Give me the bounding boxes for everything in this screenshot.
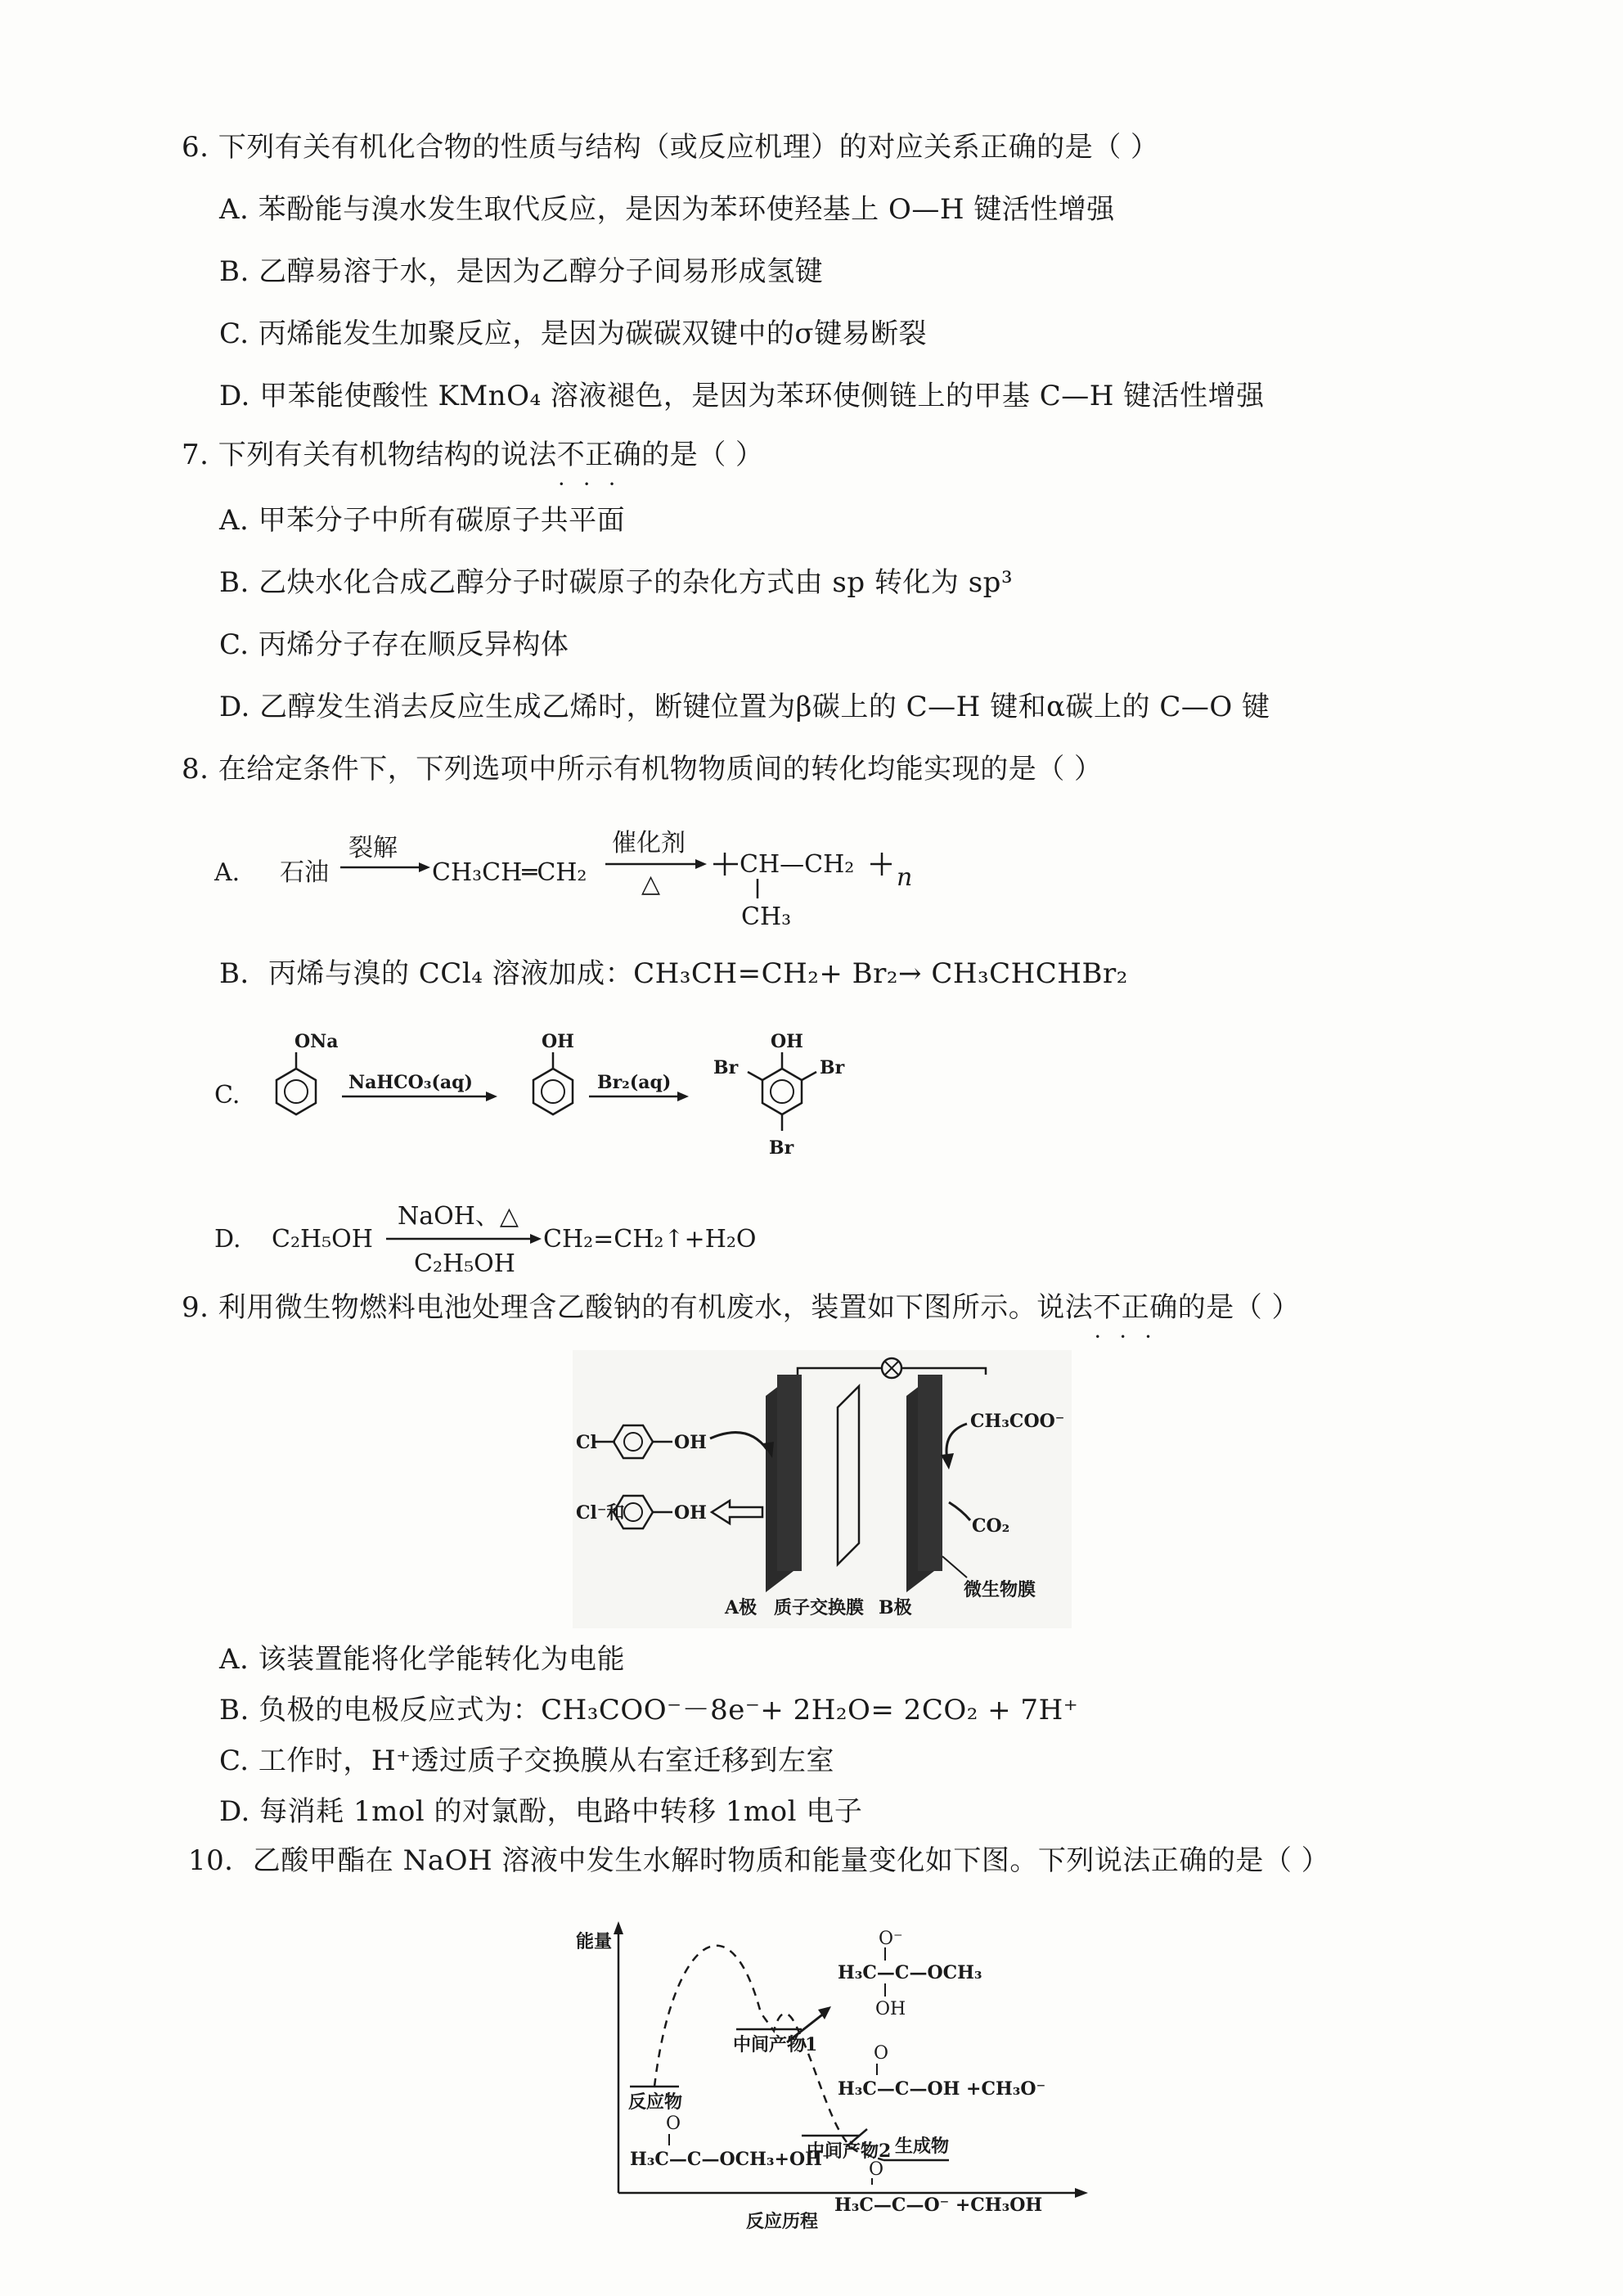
q8-d-label: D. <box>214 1225 241 1254</box>
q8-c-phenoxide-aromatic <box>285 1080 308 1103</box>
q9-electrode-a <box>777 1375 802 1571</box>
q9-chlorophenol-oh: OH <box>674 1432 707 1453</box>
q8-c-phenol-aromatic <box>542 1080 564 1103</box>
q9-products-cl-and: Cl⁻和 <box>576 1502 625 1524</box>
q9-stem-emphasis: 不正确 • • • <box>1093 1291 1178 1324</box>
q8-a-heat: △ <box>641 870 661 898</box>
q10-intermediate1-oh: OH <box>875 1999 906 2019</box>
q9-stem-post: 的是（ ） <box>1177 1291 1301 1324</box>
q8-option-c-scheme <box>205 1021 908 1185</box>
q8-c-arrow2-label: Br₂(aq) <box>597 1072 672 1093</box>
q9-membrane-label: 质子交换膜 <box>774 1597 865 1618</box>
q6-option-c: C. 丙烯能发生加聚反应，是因为碳碳双键中的σ键易断裂 <box>219 317 928 350</box>
q8-a-repeat-unit: CH—CH₂ <box>740 850 855 879</box>
q8-c-br-right: Br <box>820 1057 845 1078</box>
q8-c-phenol-ring <box>533 1069 573 1114</box>
q8-a-arrow2-head <box>695 859 707 869</box>
q10-intermediate2-carbonyl-o: O <box>874 2043 889 2064</box>
q9-fuel-cell-diagram <box>573 1350 1072 1628</box>
q8-c-phenol-oh: OH <box>542 1031 574 1052</box>
q8-a-catalyst: 催化剂 <box>612 829 686 858</box>
q7-stem-emphasis: 不正确 • • • <box>557 439 642 471</box>
q8-c-br-right-bond <box>802 1072 816 1080</box>
q8-a-arrow1-label: 裂解 <box>348 834 398 862</box>
q9-option-b: B. 负极的电极反应式为：CH₃COO⁻－8e⁻+ 2H₂O= 2CO₂ + 7H⁺ <box>219 1694 1079 1727</box>
q9-option-d: D. 每消耗 1mol 的对氯酚，电路中转移 1mol 电子 <box>219 1795 863 1828</box>
q10-intermediate1-formula: H₃C—C—OCH₃ <box>838 1962 982 1983</box>
q10-product-formula: H₃C—C—O⁻ +CH₃OH <box>834 2195 1043 2216</box>
q9-electrode-b <box>918 1375 942 1571</box>
q9-phenol-oh: OH <box>674 1502 707 1524</box>
q6-option-d: D. 甲苯能使酸性 KMnO₄ 溶液褪色，是因为苯环使侧链上的甲基 C—H 键活性增强 <box>219 380 1265 412</box>
q6-option-a: A. 苯酚能与溴水发生取代反应，是因为苯环使羟基上 O—H 键活性增强 <box>219 193 1115 226</box>
q8-c-label: C. <box>214 1081 241 1110</box>
q8-d-arrow-head <box>530 1234 542 1244</box>
q8-option-a-scheme <box>205 810 941 933</box>
q10-intermediate1-label: 中间产物1 <box>733 2034 818 2055</box>
q10-intermediate2-label: 中间产物2 <box>807 2141 892 2162</box>
q10-product-label: 生成物 <box>895 2136 950 2157</box>
q10-stem: 10．乙酸甲酯在 NaOH 溶液中发生水解时物质和能量变化如下图。下列说法正确的是（ ） <box>188 1844 1330 1877</box>
q10-y-axis-arrow <box>614 1921 623 1934</box>
q10-intermediate2-formula: H₃C—C—OH +CH₃O⁻ <box>838 2078 1046 2100</box>
q8-c-arrow1-label: NaHCO₃(aq) <box>348 1072 473 1093</box>
q8-c-br-left: Br <box>713 1057 739 1078</box>
q7-option-d: D. 乙醇发生消去反应生成乙烯时，断键位置为β碳上的 C—H 键和α碳上的 C—O 键 <box>219 691 1270 723</box>
q6-stem: 6. 下列有关有机化合物的性质与结构（或反应机理）的对应关系正确的是（ ） <box>182 131 1159 164</box>
q8-c-tribromophenol-oh: OH <box>771 1031 803 1052</box>
q8-c-br-bottom: Br <box>769 1137 794 1159</box>
q9-chlorophenol-cl: Cl <box>576 1432 597 1453</box>
q10-reactant-carbonyl-o: O <box>666 2114 681 2134</box>
q9-co2: CO₂ <box>972 1515 1010 1537</box>
q9-cathode-label: B极 <box>879 1597 912 1618</box>
q8-d-conditions-top: NaOH、△ <box>398 1202 519 1231</box>
q9-stem-pre: 9. 利用微生物燃料电池处理含乙酸钠的有机废水，装置如下图所示。说法 <box>182 1291 1094 1324</box>
q10-x-axis-arrow <box>1075 2188 1088 2198</box>
q8-a-degree-n: n <box>897 863 913 892</box>
q10-ylabel: 能量 <box>576 1931 613 1952</box>
q10-reactant-label: 反应物 <box>628 2091 683 2113</box>
q8-c-phenoxide-ring <box>276 1069 316 1114</box>
q7-stem-pre: 7. 下列有关有机物结构的说法 <box>182 439 557 471</box>
q8-d-conditions-bottom: C₂H₅OH <box>414 1249 515 1278</box>
q8-c-tribromophenol-ring <box>762 1069 802 1114</box>
q8-a-arrow1-head <box>419 862 430 872</box>
q6-option-b: B. 乙醇易溶于水，是因为乙醇分子间易形成氢键 <box>219 255 824 288</box>
q10-energy-profile-diagram <box>564 1915 1104 2234</box>
q8-a-methyl: CH₃ <box>741 903 792 931</box>
q8-a-propene: CH₃CH═CH₂ <box>432 858 587 887</box>
q9-stem <box>182 1290 1300 1326</box>
q8-c-ona: ONa <box>294 1031 339 1052</box>
q7-option-a: A. 甲苯分子中所有碳原子共平面 <box>219 504 626 537</box>
q10-reactant-formula: H₃C—C—OCH₃+OH⁻ <box>630 2149 832 2170</box>
q7-stem-post: 的是（ ） <box>641 439 764 471</box>
q8-c-arrow1-head <box>486 1092 497 1101</box>
q8-c-arrow2-head <box>677 1092 689 1101</box>
q7-option-b: B. 乙炔水化合成乙醇分子时碳原子的杂化方式由 sp 转化为 sp³ <box>219 566 1014 599</box>
q9-biofilm-label: 微生物膜 <box>964 1579 1036 1600</box>
q10-intermediate1-o-minus: O⁻ <box>879 1929 903 1949</box>
q8-stem: 8. 在给定条件下，下列选项中所示有机物物质间的转化均能实现的是（ ） <box>182 753 1103 786</box>
q8-a-label: A. <box>214 858 241 887</box>
q8-option-d-scheme <box>205 1196 826 1286</box>
q8-d-products: CH₂=CH₂↑+H₂O <box>543 1225 757 1254</box>
q8-c-br-left-bond <box>748 1072 762 1080</box>
q9-anode-label: A极 <box>725 1597 758 1618</box>
q7-option-c: C. 丙烯分子存在顺反异构体 <box>219 628 569 661</box>
q8-option-b: B．丙烯与溴的 CCl₄ 溶液加成：CH₃CH=CH₂+ Br₂→ CH₃CHCHBr₂ <box>219 957 1128 990</box>
q7-stem <box>182 437 764 473</box>
q8-a-petroleum: 石油 <box>280 858 329 887</box>
q10-xlabel: 反应历程 <box>746 2211 819 2232</box>
q8-c-tribromophenol-aromatic <box>771 1080 794 1103</box>
q9-option-a: A. 该装置能将化学能转化为电能 <box>219 1643 626 1676</box>
q9-acetate: CH₃COO⁻ <box>970 1411 1065 1432</box>
q10-product-carbonyl-o: O <box>869 2159 884 2180</box>
q8-d-ethanol: C₂H₅OH <box>272 1225 373 1254</box>
q9-option-c: C. 工作时，H⁺透过质子交换膜从右室迁移到左室 <box>219 1745 835 1777</box>
